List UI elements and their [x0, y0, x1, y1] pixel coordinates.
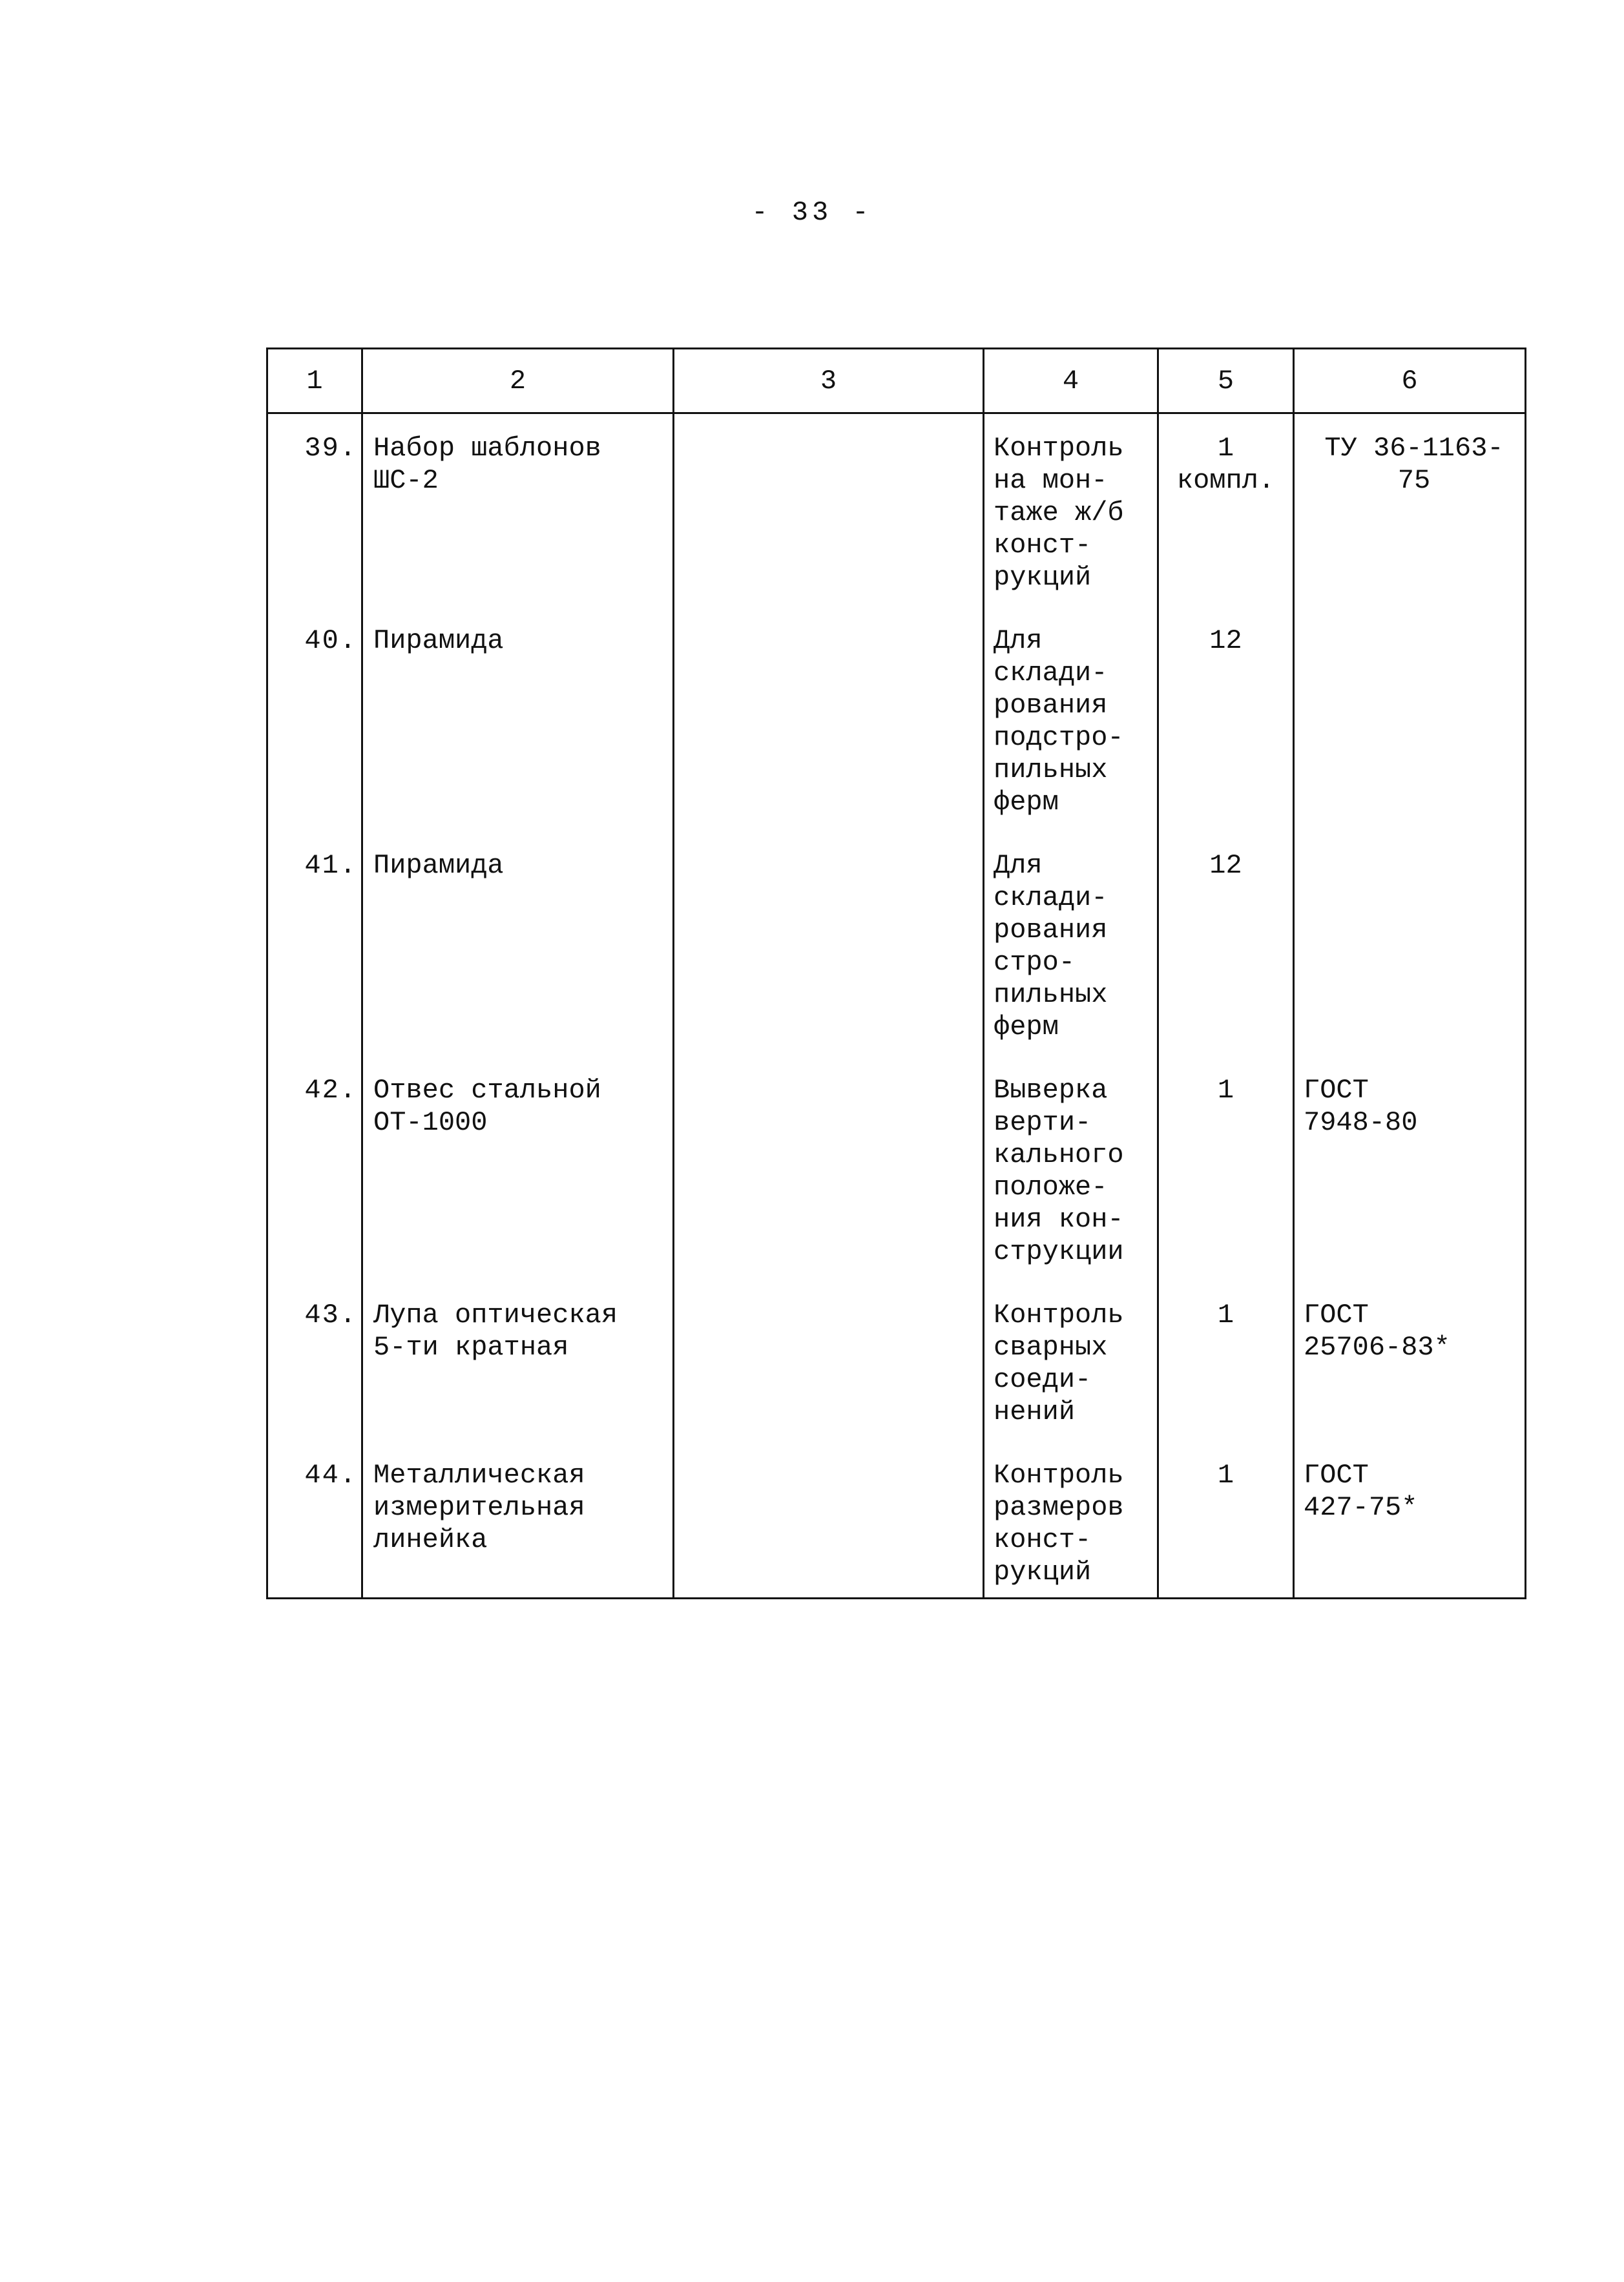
item-purpose: Выверка верти- кального положе- ния кон- струкции	[984, 1074, 1158, 1299]
row-number: 42.	[267, 1074, 362, 1299]
row-number: 43.	[267, 1299, 362, 1459]
header-row	[267, 349, 1526, 413]
item-quantity: 12	[1158, 849, 1294, 1074]
item-col3	[674, 413, 984, 625]
column-header-1: 1	[267, 349, 362, 413]
item-purpose: Контроль размеров конст- рукций	[984, 1459, 1158, 1599]
item-standard: ГОСТ 25706-83*	[1294, 1299, 1526, 1459]
table-row	[267, 1299, 1526, 1459]
item-name: Набор шаблонов ШС-2	[362, 413, 674, 625]
row-number: 44.	[267, 1459, 362, 1599]
page-number: - 33 -	[751, 197, 873, 228]
column-header-4: 4	[984, 349, 1158, 413]
row-number: 40.	[267, 625, 362, 849]
item-purpose: Контроль на мон- таже ж/б конст- рукций	[984, 413, 1158, 625]
item-col3	[674, 1074, 984, 1299]
item-col3	[674, 849, 984, 1074]
item-purpose: Контроль сварных соеди- нений	[984, 1299, 1158, 1459]
row-number: 41.	[267, 849, 362, 1074]
item-standard	[1294, 625, 1526, 849]
item-quantity: 1	[1158, 1074, 1294, 1299]
column-header-2: 2	[362, 349, 674, 413]
item-col3	[674, 1299, 984, 1459]
item-quantity: 1 компл.	[1158, 413, 1294, 625]
item-standard: ГОСТ 427-75*	[1294, 1459, 1526, 1599]
item-standard: ТУ 36-1163- 75	[1294, 413, 1526, 625]
row-number: 39.	[267, 413, 362, 625]
item-quantity: 1	[1158, 1299, 1294, 1459]
item-quantity: 12	[1158, 625, 1294, 849]
table-row	[267, 625, 1526, 849]
item-name: Пирамида	[362, 849, 674, 1074]
item-col3	[674, 625, 984, 849]
column-header-3: 3	[674, 349, 984, 413]
item-quantity: 1	[1158, 1459, 1294, 1599]
item-standard	[1294, 849, 1526, 1074]
item-name: Лупа оптическая 5-ти кратная	[362, 1299, 674, 1459]
column-header-6: 6	[1294, 349, 1526, 413]
item-purpose: Для склади- рования стро- пильных ферм	[984, 849, 1158, 1074]
equipment-table	[266, 347, 1526, 1599]
item-name: Металлическая измерительная линейка	[362, 1459, 674, 1599]
item-name: Отвес стальной ОТ-1000	[362, 1074, 674, 1299]
column-header-5: 5	[1158, 349, 1294, 413]
table-row	[267, 1459, 1526, 1599]
table-row	[267, 1074, 1526, 1299]
item-name: Пирамида	[362, 625, 674, 849]
item-standard: ГОСТ 7948-80	[1294, 1074, 1526, 1299]
item-col3	[674, 1459, 984, 1599]
item-purpose: Для склади- рования подстро- пильных ферм	[984, 625, 1158, 849]
table-row	[267, 849, 1526, 1074]
table-row	[267, 413, 1526, 625]
